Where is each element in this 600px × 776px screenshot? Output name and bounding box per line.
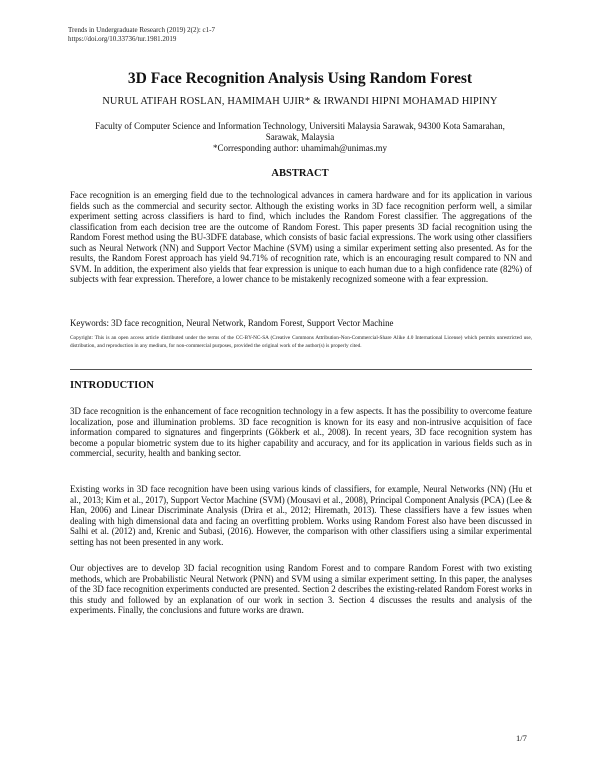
corresponding-author: *Corresponding author: uhamimah@unimas.my bbox=[212, 143, 387, 153]
intro-paragraph-3: Our objectives are to develop 3D facial recognition using Random Forest and to compare Random Forest with two existing methods, which are Probabilistic Neural Network (PNN) and SVM using a similar experiment setting. In this paper, the analyses of the 3D face recognition experiments conducted are presented. Section 2 describes the existing-related Random Forest works in this study and followed by an explanation of our work in section 3. Section 4 discusses the results and analysis of the experiments. Finally, the conclusions and future works are drawn. bbox=[70, 563, 532, 616]
journal-header bbox=[68, 26, 215, 44]
intro-paragraph-2: Existing works in 3D face recognition have been using various kinds of classifiers, for example, Neural Networks (NN) (Hu et al., 2013; Kim et al., 2017), Support Vector Machine (SVM) (Mousavi et al., 2008), Principal Component Analysis (PCA) (Lee & Han, 2006) and Linear Discriminate Analysis (Drira et al., 2012; Hiremath, 2013). These classifiers have a few issues when dealing with high dimensional data and facing an overfitting problem. Works using Random Forest also have been discussed in Salhi et al. (2012) and, Krenic and Subasi, (2016). However, the comparison with other classifiers using a similar experimental setting has not been presented in any work. bbox=[70, 484, 532, 547]
introduction-heading: INTRODUCTION bbox=[70, 380, 155, 391]
keywords: Keywords: 3D face recognition, Neural Network, Random Forest, Support Vector Machine bbox=[70, 318, 394, 328]
copyright-notice: Copyright: This is an open access article distributed under the terms of the CC-BY-NC-SA (Creative Commons Attribution-Non-Commercial-Share Alike 4.0 International License) which permits unrestricted use, distribution, and reproduction in any medium, for non-commercial purposes, provided the original work of the author(s) is properly cited. bbox=[70, 335, 532, 349]
abstract-heading: ABSTRACT bbox=[271, 168, 329, 179]
paper-title: 3D Face Recognition Analysis Using Random Forest bbox=[127, 70, 473, 87]
affiliation bbox=[70, 121, 530, 154]
intro-paragraph-1: 3D face recognition is the enhancement of face recognition technology in a few aspects. It has the possibility to overcome feature localization, pose and illumination problems. 3D face recognition is known for its easy and non-intrusive acquisition of face information compared to signatures and fingerprints (Gökberk et al., 2008). In recent years, 3D face recognition system has become a popular biometric system due to its higher capability and accuracy, and for its application in various fields such as in commercial, security, health and banking sector. bbox=[70, 406, 532, 459]
page-number: 1/7 bbox=[516, 733, 527, 743]
journal-doi: https://doi.org/10.33736/tur.1981.2019 bbox=[68, 35, 177, 43]
affiliation-line-2: Sarawak, Malaysia bbox=[265, 132, 335, 142]
affiliation-line-1: Faculty of Computer Science and Information Technology, Universiti Malaysia Sarawak, 94300 Kota Samarahan, bbox=[95, 121, 505, 131]
journal-citation: Trends in Undergraduate Research (2019) 2(2): c1-7 bbox=[68, 26, 215, 34]
author-list: NURUL ATIFAH ROSLAN, HAMIMAH UJIR* & IRWANDI HIPNI MOHAMAD HIPINY bbox=[102, 96, 498, 107]
abstract-text: Face recognition is an emerging field due to the technological advances in camera hardware and for its application in various fields such as the commercial and security sector. Although the existing works in 3D face recognition perform well, a similar experiment setting across classifiers is hard to find, which includes the Random Forest classifier. The aggregations of the classification from each decision tree are the outcome of Random Forest. This paper presents 3D facial recognition using the Random Forest method using the BU-3DFE database, which consists of basic facial expressions. The work using other classifiers such as Neural Network (NN) and Support Vector Machine (SVM) using a similar experiment setting also presented. As for the results, the Random Forest approach has yield 94.71% of recognition rate, which is an encouraging result compared to NN and SVM. In addition, the experiment also yields that fear expression is unique to each human due to a high confidence rate (82%) of subjects with fear expression. Therefore, a lower chance to be mistakenly recognized someone with a fear expression. bbox=[70, 190, 532, 285]
section-divider bbox=[70, 369, 532, 370]
